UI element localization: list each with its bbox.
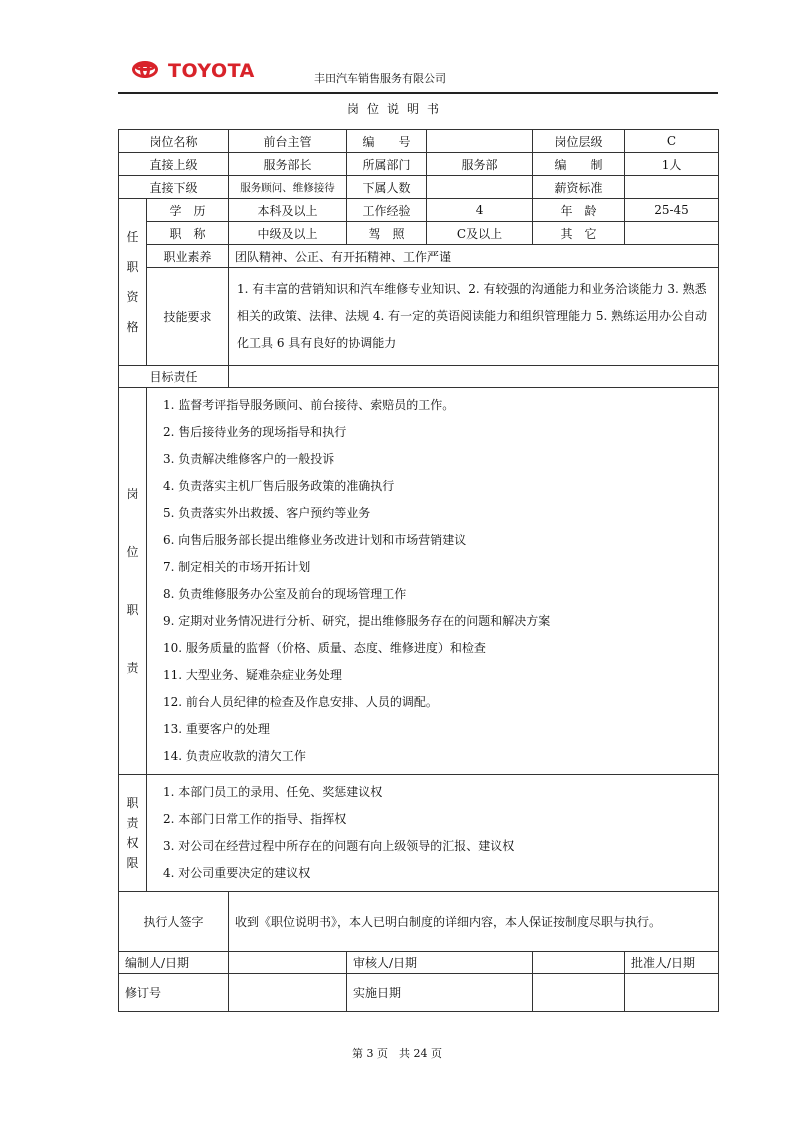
- revision-label: 修订号: [119, 974, 229, 1012]
- list-item: 12. 前台人员纪律的检查及作息安排、人员的调配。: [163, 695, 438, 709]
- license-label: 驾 照: [347, 222, 427, 245]
- job-description-table: [118, 129, 719, 1012]
- list-item: 3. 对公司在经营过程中所存在的问题有向上级领导的汇报、建议权: [163, 839, 515, 853]
- list-item: 10. 服务质量的监督（价格、质量、态度、维修进度）和检查: [163, 641, 486, 655]
- number-label: 编 号: [347, 130, 427, 153]
- row-title: [119, 222, 719, 245]
- prepared-label: 编制人/日期: [119, 952, 229, 974]
- goal-value: [229, 366, 719, 388]
- dept-value: 服务部: [427, 153, 533, 176]
- list-item: 1. 监督考评指导服务顾问、前台接待、索赔员的工作。: [163, 398, 455, 412]
- sub-count-label: 下属人数: [347, 176, 427, 199]
- education-label: 学 历: [147, 199, 229, 222]
- title-value: 中级及以上: [229, 222, 347, 245]
- skills-label: 技能要求: [147, 268, 229, 366]
- headcount-label: 编 制: [533, 153, 625, 176]
- license-value: C及以上: [427, 222, 533, 245]
- list-item: 14. 负责应收款的清欠工作: [163, 749, 306, 763]
- sub-count-value: [427, 176, 533, 199]
- goal-label: 目标责任: [119, 366, 229, 388]
- row-skills: [119, 268, 719, 366]
- effective-label: 实施日期: [347, 974, 533, 1012]
- reviewed-value: [533, 952, 625, 974]
- row-education: [119, 199, 719, 222]
- row-revision: [119, 974, 719, 1012]
- list-item: 3. 负责解决维修客户的一般投诉: [163, 452, 335, 466]
- authority-list: [147, 775, 719, 892]
- signature-label: 执行人签字: [119, 892, 229, 952]
- list-item: 8. 负责维修服务办公室及前台的现场管理工作: [163, 587, 407, 601]
- row-authority: [119, 775, 719, 892]
- list-item: 2. 本部门日常工作的指导、指挥权: [163, 812, 347, 826]
- document-title: 岗位说明书: [346, 102, 447, 116]
- row-quality: [119, 245, 719, 268]
- subordinate-label: 直接下级: [119, 176, 229, 199]
- duties-section-label: 岗 位 职 责: [119, 388, 147, 775]
- list-item: 4. 负责落实主机厂售后服务政策的准确执行: [163, 479, 395, 493]
- dept-label: 所属部门: [347, 153, 427, 176]
- list-item: 6. 向售后服务部长提出维修业务改进计划和市场营销建议: [163, 533, 467, 547]
- toyota-logo: [132, 58, 255, 84]
- row-goal: [119, 366, 719, 388]
- title-label: 职 称: [147, 222, 229, 245]
- education-value: 本科及以上: [229, 199, 347, 222]
- age-label: 年 龄: [533, 199, 625, 222]
- list-item: 4. 对公司重要决定的建议权: [163, 866, 311, 880]
- logo-text: TOYOTA: [168, 60, 255, 82]
- list-item: 5. 负责落实外出救援、客户预约等业务: [163, 506, 371, 520]
- level-value: C: [625, 130, 719, 153]
- row-subordinate: [119, 176, 719, 199]
- salary-label: 薪资标准: [533, 176, 625, 199]
- list-item: 1. 本部门员工的录用、任免、奖惩建议权: [163, 785, 383, 799]
- row-superior: [119, 153, 719, 176]
- page-number: 第 3 页 共 24 页: [352, 1047, 442, 1060]
- superior-value: 服务部长: [229, 153, 347, 176]
- experience-value: 4: [427, 199, 533, 222]
- row-approval: [119, 952, 719, 974]
- list-item: 13. 重要客户的处理: [163, 722, 270, 736]
- duties-list: [147, 388, 719, 775]
- approved-label: 批准人/日期: [625, 952, 719, 974]
- row-duties: [119, 388, 719, 775]
- number-value: [427, 130, 533, 153]
- position-name-label: 岗位名称: [119, 130, 229, 153]
- approved-value: [625, 974, 719, 1012]
- experience-label: 工作经验: [347, 199, 427, 222]
- signature-text: 收到《职位说明书》，本人已明白制度的详细内容，本人保证按制度尽职与执行。: [229, 892, 719, 952]
- prepared-value: [229, 952, 347, 974]
- reviewed-label: 审核人/日期: [347, 952, 533, 974]
- skills-value: 1. 有丰富的营销知识和汽车维修专业知识、2. 有较强的沟通能力和业务洽谈能力 3. 熟悉相关的政策、法律、法规 4. 有一定的英语阅读能力和组织管理能力 5. 熟练运用办公自动化工具 6 具有良好的协调能力: [229, 268, 719, 366]
- list-item: 11. 大型业务、疑难杂症业务处理: [163, 668, 342, 682]
- headcount-value: 1人: [625, 153, 719, 176]
- authority-section-label: 职 责 权 限: [119, 775, 147, 892]
- toyota-emblem-icon: [132, 60, 162, 82]
- salary-value: [625, 176, 719, 199]
- quality-label: 职业素养: [147, 245, 229, 268]
- age-value: 25-45: [625, 199, 719, 222]
- position-name-value: 前台主管: [229, 130, 347, 153]
- list-item: 9. 定期对业务情况进行分析、研究，提出维修服务存在的问题和解决方案: [163, 614, 551, 628]
- quality-value: 团队精神、公正、有开拓精神、工作严谨: [229, 245, 719, 268]
- qualification-section-label: 任 职 资 格: [119, 199, 147, 366]
- row-position: [119, 130, 719, 153]
- subordinate-value: 服务顾问、维修接待: [229, 176, 347, 199]
- other-value: [625, 222, 719, 245]
- effective-value: [533, 974, 625, 1012]
- revision-value: [229, 974, 347, 1012]
- level-label: 岗位层级: [533, 130, 625, 153]
- company-name: 丰田汽车销售服务有限公司: [314, 72, 446, 85]
- page-header: [118, 56, 718, 94]
- row-signature: [119, 892, 719, 952]
- list-item: 2. 售后接待业务的现场指导和执行: [163, 425, 347, 439]
- other-label: 其 它: [533, 222, 625, 245]
- superior-label: 直接上级: [119, 153, 229, 176]
- list-item: 7. 制定相关的市场开拓计划: [163, 560, 311, 574]
